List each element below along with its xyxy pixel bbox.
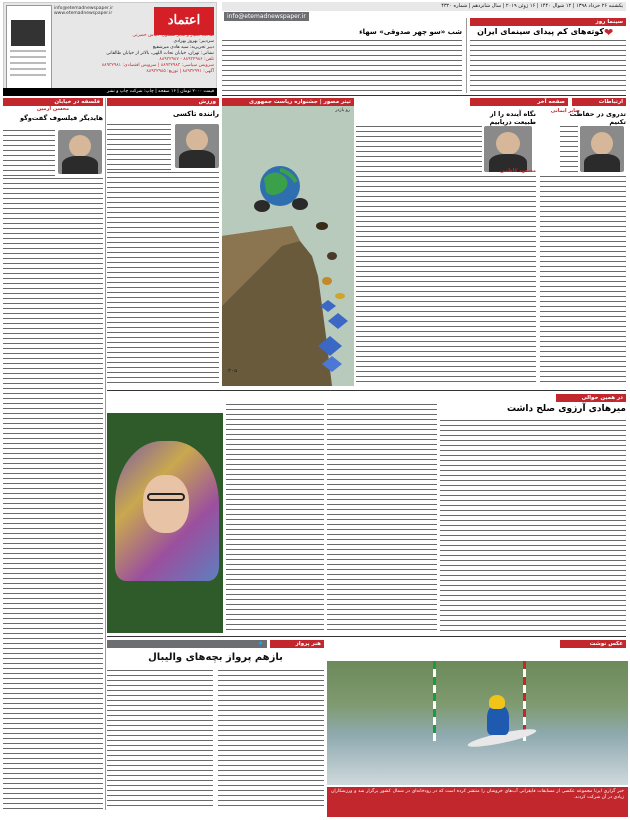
section-beauty: هنر پرواز <box>270 640 324 648</box>
email-label[interactable]: info@etemadnewspaper.ir <box>224 12 309 21</box>
face <box>186 129 208 151</box>
section-art: صفحه آخر <box>470 98 568 106</box>
section-photo: عکس نوشت <box>560 640 626 648</box>
sports-body-col1 <box>218 670 324 810</box>
kayak-photo <box>327 661 628 785</box>
hamin-body-col3 <box>226 404 324 632</box>
masthead-line: تلفن: ۸۸۹۳۲۹۸۶ - ۸۸۹۳۲۹۸۷ <box>159 57 214 62</box>
masthead-info <box>54 33 214 75</box>
face <box>143 475 189 533</box>
column-rule <box>105 98 106 810</box>
face <box>591 132 613 155</box>
hamin-body-col2 <box>327 404 437 632</box>
masthead-line: سردبیر: بهروز بهزادی <box>173 39 214 44</box>
thumbnail-line <box>10 68 46 70</box>
cartoon-illustration <box>222 106 354 386</box>
section-philosophy: فلسفه در خیابان <box>3 98 103 106</box>
twitter-icon[interactable]: ✦ <box>257 639 264 648</box>
body <box>179 150 214 168</box>
hamin-body-col1 <box>440 420 626 632</box>
masthead-line: نشانی: تهران، خیابان نجات اللهی، بالاتر از خیابان طالقانی <box>106 51 214 56</box>
section-cartoon: تیتر مصور | جشنواره ریاست جمهوری <box>222 98 354 106</box>
heart-icon: ❤ <box>604 26 614 39</box>
philosophy-headline: هایدیگر فیلسوف گفت‌وگو <box>20 114 103 122</box>
dream-author: مسعود کاظمی <box>499 168 536 174</box>
masthead-email[interactable]: info@etemadnewspaper.ir <box>54 6 114 11</box>
cartoon-number: ۳۰۵ <box>228 368 238 374</box>
tech-body <box>540 176 626 386</box>
slalom-gate-green <box>433 661 436 741</box>
philosophy-body <box>3 178 103 810</box>
section-hamin: در همین حوالی <box>556 394 626 402</box>
masthead-line: دبیر تحریریه: سید هادی میرشفیع <box>152 45 214 50</box>
cartoon-headline: شب «سو چهر صدوقی» سهاء <box>359 28 462 36</box>
thumbnail-line <box>10 50 46 52</box>
hamin-headline: میرهادی آرزوی صلح داشت <box>507 404 626 414</box>
film-body <box>470 40 626 92</box>
cartoon-credit: رو بازدر <box>335 108 350 113</box>
helmet <box>489 695 505 709</box>
newspaper-logo: اعتماد <box>154 7 214 35</box>
sports-headline: بازهم پرواز بچه‌های والیبال <box>148 652 283 663</box>
philosophy-author-photo <box>58 130 102 174</box>
column-rule <box>466 18 467 93</box>
tech-author-photo <box>580 126 624 172</box>
divider <box>107 636 626 637</box>
dream-lede <box>356 126 482 176</box>
masthead-urls <box>54 6 113 16</box>
photo-caption: خبر گزاری ایرنا مجموعه عکسی از مسابقات قایقرانی آب‌های خروشان را منتشر کرده است که در رودخانه‌ای در شمال کشور برگزار شد و ورزشکاران زیادی در آن شرکت کردند. <box>327 787 628 817</box>
thumbnail-photo <box>11 20 45 46</box>
front-page-thumbnail <box>6 5 52 91</box>
cartoon-drawing <box>222 106 354 386</box>
ride-body <box>107 172 219 386</box>
philosophy-lede <box>3 130 55 176</box>
masthead-line: سرویس سیاسی: ۸۸۹۳۲۹۸۳ | سرویس اقتصادی: ۸۸۹۳۲۹۸۱ <box>101 63 214 68</box>
philosophy-author: محسن آرمین <box>36 106 70 112</box>
dateline: یکشنبه ۲۶ خرداد ۱۳۹۸ | ۱۲ شوال ۱۴۴۰ | ۱۶ ژوئن ۲۰۱۹ | سال شانزدهم | شماره ۴۳۲۰ <box>222 2 626 11</box>
paddler <box>487 705 509 735</box>
hamin-portrait-photo <box>107 413 223 633</box>
masthead-line: آگهی: ۸۸۹۳۲۹۹۱ | توزیع: ۸۸۹۳۲۹۸۵ <box>146 69 214 74</box>
glasses <box>147 493 185 501</box>
section-film: سینما روز <box>470 18 626 26</box>
dream-author-photo <box>484 126 532 172</box>
thumbnail-line <box>10 74 46 76</box>
face <box>496 132 520 155</box>
ride-lede <box>107 124 171 170</box>
ride-headline: راننده تاکسی <box>172 110 219 118</box>
cartoon-intro-body <box>222 40 462 92</box>
body <box>62 156 97 174</box>
masthead-line: صاحب امتیاز و مدیر مسئول: الیاس حضرتی <box>132 33 214 38</box>
tech-lede <box>560 126 578 174</box>
film-headline: کوته‌های کم پیدای سینمای ایران <box>477 27 604 36</box>
sports-body-col2 <box>107 670 213 810</box>
dream-body <box>356 176 536 386</box>
masthead-website[interactable]: www.etemadnewspaper.ir <box>54 11 113 16</box>
ride-author-photo <box>175 124 219 168</box>
social-bar <box>107 640 267 648</box>
body <box>584 154 619 172</box>
section-ride: ورزش <box>107 98 219 106</box>
divider <box>107 390 626 391</box>
masthead-bottom-bar: قیمت ۲۰۰۰ تومان | ۱۶ صفحه | چاپ: شرکت چاپ و نشر <box>3 88 217 96</box>
tech-headline: تدروی در حفاظت تکنیم <box>569 110 626 126</box>
divider <box>222 95 626 96</box>
dream-headline: نگاه آینده را از طبیعت دریابیم <box>489 110 536 126</box>
masthead <box>3 2 217 92</box>
face <box>69 135 91 157</box>
thumbnail-line <box>10 62 46 64</box>
tech-author: صابر ایمانی <box>550 108 580 114</box>
thumbnail-line <box>10 56 46 58</box>
section-tech: ارتباطات <box>572 98 626 106</box>
